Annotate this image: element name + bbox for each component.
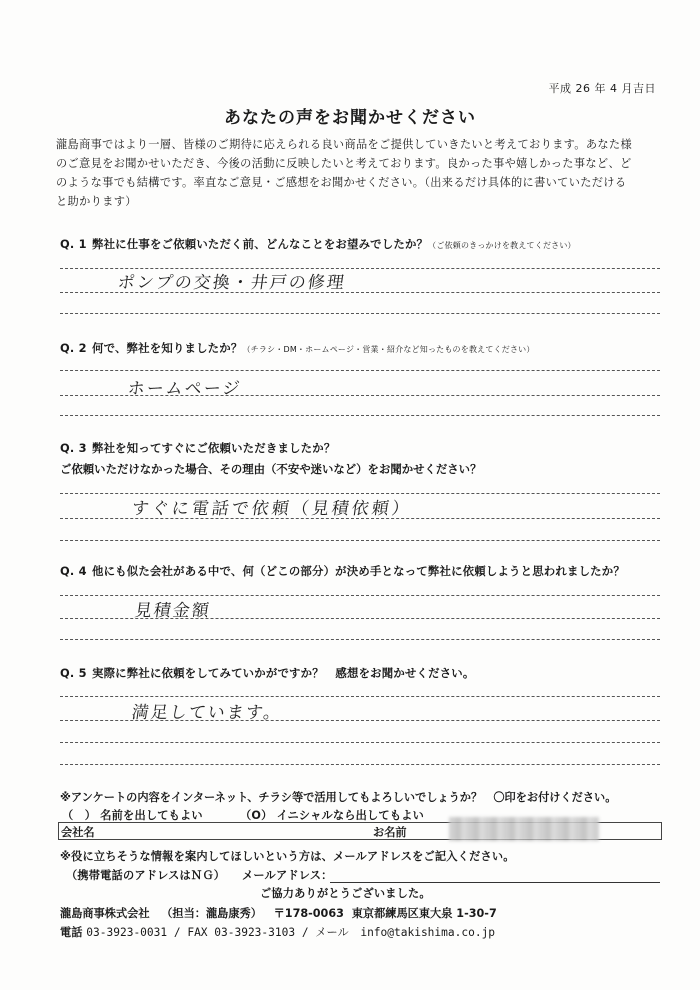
- question-number: Q. 2: [60, 341, 87, 355]
- question-number: Q. 5: [60, 666, 87, 680]
- question-text: 何で、弊社を知りましたか？: [92, 341, 243, 355]
- question-text: 他にも似た会社がある中で、何（どこの部分）が決め手となって弊社に依頼しようと思われましたか？: [92, 564, 625, 578]
- issue-date: 平成 26 年 4 月吉日: [548, 82, 656, 95]
- question-text: 弊社に仕事をご依頼いただく前、どんなことをお望みでしたか？: [92, 237, 429, 251]
- mobile-address-note: （携帯電話のアドレスはＮＧ）: [66, 869, 226, 882]
- consent-option-initials[interactable]: [240, 807, 424, 823]
- answer-3-handwriting: すぐに電話で依頼（見積依頼）: [130, 499, 414, 519]
- question-3: [60, 440, 335, 456]
- answer-rule: [60, 696, 660, 697]
- answer-rule: [60, 540, 660, 541]
- company-name-label: 会社名: [61, 826, 95, 839]
- question-1: [60, 236, 576, 252]
- question-number: Q. 4: [60, 564, 87, 578]
- consent-option-name[interactable]: [62, 807, 203, 823]
- footer-company: 瀧島商事株式会社: [60, 907, 150, 920]
- footer-tel: 03-3923-0031 / FAX 03-3923-3103 / メール: [86, 926, 349, 939]
- answer-rule: [60, 639, 660, 640]
- answer-rule: [60, 742, 660, 743]
- answer-rule: [60, 720, 660, 721]
- question-5: [60, 665, 475, 681]
- answer-rule: [60, 415, 660, 416]
- answer-rule: [60, 618, 660, 619]
- answer-rule: [60, 764, 660, 765]
- answer-rule: [60, 370, 660, 371]
- question-text: 実際に弊社に依頼をしてみていかがですか？ 感想をお聞かせください。: [92, 666, 475, 680]
- answer-rule: [60, 395, 660, 396]
- footer-address: 東京都練馬区東大泉 1-30-7: [351, 907, 497, 920]
- intro-paragraph: [56, 135, 656, 211]
- option-label: イニシャルなら出してもよい: [276, 809, 424, 822]
- question-3-second-line: ご依頼いただけなかった場合、その理由（不安や迷いなど）をお聞かせください？: [60, 462, 482, 476]
- email-field[interactable]: [330, 882, 660, 883]
- question-4: [60, 563, 625, 579]
- footer-contact-line: [60, 924, 495, 940]
- page-title: あなたの声をお聞かせください: [224, 108, 476, 128]
- answer-rule: [60, 313, 660, 314]
- answer-1-handwriting: ポンプの交換・井戸の修理: [116, 273, 348, 293]
- option-checkbox-selected[interactable]: （O）: [240, 809, 273, 822]
- footer-address-line: [60, 905, 497, 921]
- intro-line: のご意見をお聞かせいただき、今後の活動に反映したいと考えております。良かった事や嬉しかった事など、ど: [56, 157, 632, 170]
- question-note: （チラシ・DM・ホームページ・営業・紹介など知ったものを教えてください）: [242, 345, 535, 354]
- answer-rule: [60, 292, 660, 293]
- option-label: 名前を出してもよい: [100, 809, 203, 822]
- answer-rule: [60, 518, 660, 519]
- email-label: メールアドレス：: [242, 869, 333, 882]
- question-text: 弊社を知ってすぐにご依頼いただきましたか？: [92, 441, 336, 455]
- info-request-note: ※役に立ちそうな情報を案内してほしいという方は、メールアドレスをご記入ください。: [60, 850, 515, 863]
- question-note: （ご依頼のきっかけを教えてください）: [428, 241, 576, 250]
- intro-line: 瀧島商事ではより一層、皆様のご期待に応えられる良い商品をご提供していきたいと考えております。あなた様: [56, 138, 632, 151]
- answer-4-handwriting: 見積金額: [133, 601, 213, 621]
- name-row: [58, 822, 662, 840]
- question-2: [60, 340, 535, 356]
- answer-2-handwriting: ホームページ: [126, 379, 243, 399]
- question-number: Q. 3: [60, 441, 87, 455]
- thanks-message: ご協力ありがとうございました。: [260, 887, 431, 900]
- intro-line: と助かります）: [56, 195, 137, 208]
- footer-email[interactable]: info@takishima.co.jp: [360, 926, 496, 939]
- answer-5-handwriting: 満足しています。: [130, 703, 284, 723]
- person-name-label: お名前: [373, 826, 407, 839]
- question-number: Q. 1: [60, 237, 87, 251]
- footer-tel-label: 電話: [60, 926, 83, 939]
- footer-contact: （担当：瀧島康秀）: [161, 907, 262, 920]
- consent-question: ※アンケートの内容をインターネット、チラシ等で活用してもよろしいでしょうか？ 〇印をお付けください。: [60, 791, 617, 804]
- intro-line: のような事でも結構です。率直なご意見・ご感想をお聞かせください。（出来るだけ具体的に書いていただける: [56, 176, 627, 189]
- option-checkbox[interactable]: （ ）: [62, 809, 97, 822]
- redacted-name: [449, 817, 599, 841]
- footer-zip: 〒178-0063: [273, 907, 344, 920]
